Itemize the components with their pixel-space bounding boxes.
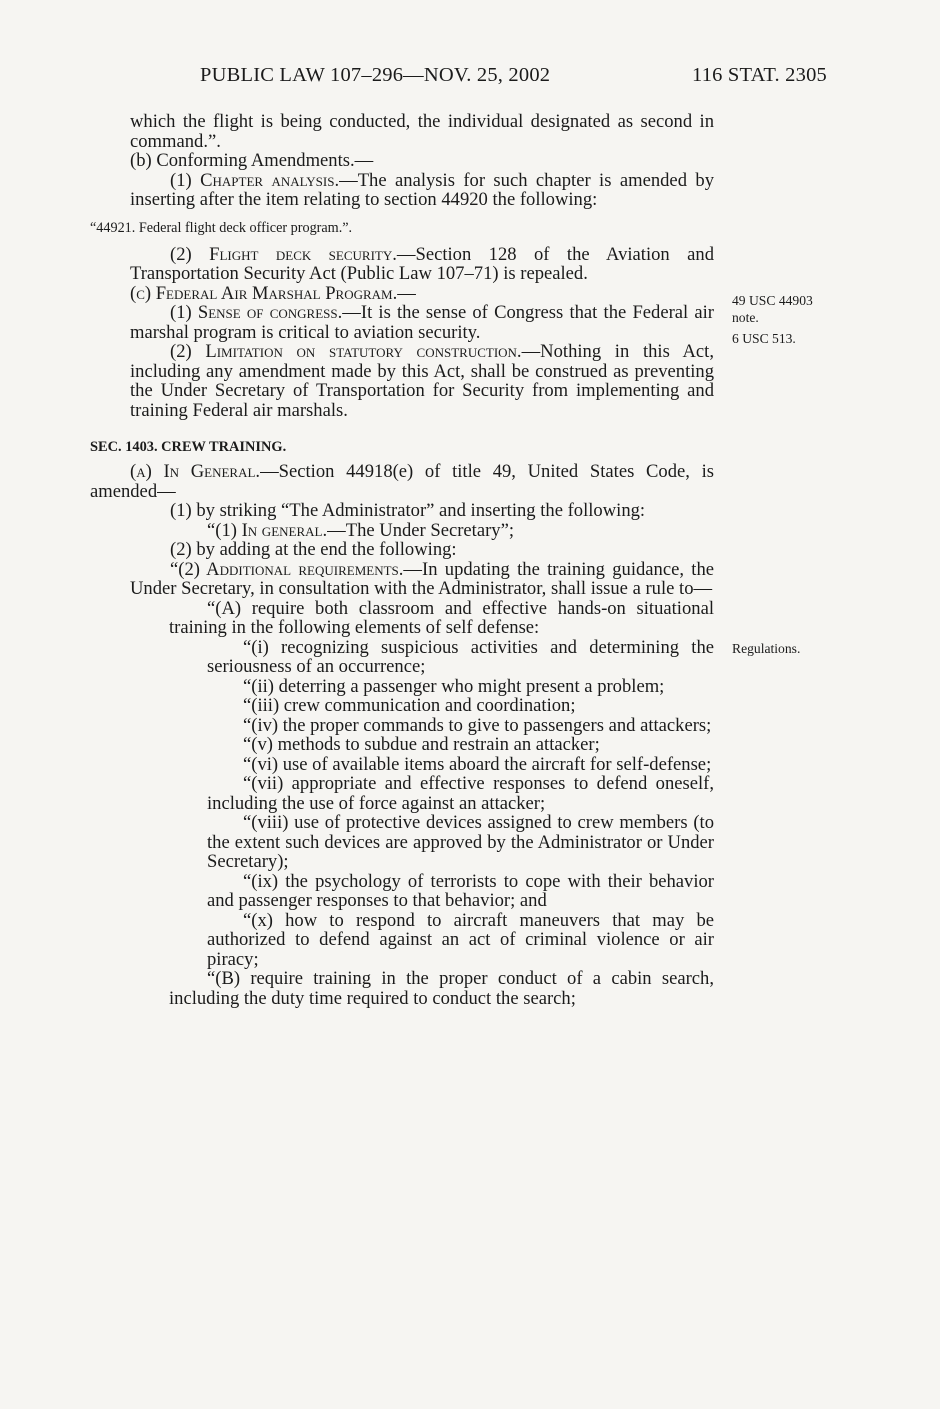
paragraph-sense-of-congress xyxy=(90,303,714,342)
paragraph-lead: (a) In General. xyxy=(130,461,261,482)
margin-note-usc-513: 6 USC 513. xyxy=(732,331,796,346)
paragraph-chapter-analysis xyxy=(90,171,714,210)
paragraph-flight-deck-security xyxy=(90,245,714,284)
list-item-viii: “(viii) use of protective devices assigned to crew members (to the extent such devices are approved by the Administrator or Under Secretary); xyxy=(207,812,714,872)
list-item-ii: “(ii) deterring a passenger who might present a problem; xyxy=(243,675,665,697)
margin-note-regulations: Regulations. xyxy=(732,641,801,656)
subsection-b-heading: (b) Conforming Amendments.— xyxy=(130,150,374,171)
paragraph-striking: (1) by striking “The Administrator” and inserting the following: xyxy=(170,500,646,521)
list-item-iv: “(iv) the proper commands to give to passengers and attackers; xyxy=(243,714,712,736)
paragraph-additional-requirements xyxy=(90,560,714,599)
paragraph-lead: (2) Flight deck security. xyxy=(170,243,397,265)
paragraph-continuation: which the flight is being conducted, the individual designated as second in command.”. xyxy=(130,111,714,152)
paragraph-lead: (1) Chapter analysis. xyxy=(170,169,340,191)
list-item-x: “(x) how to respond to aircraft maneuvers that may be authorized to defend against an act of criminal violence or air piracy; xyxy=(207,909,714,970)
paragraph-lead: “(2) Additional requirements. xyxy=(170,558,404,580)
paragraph-text: —In updating the training guidance, the Under Secretary, in consultation with the Administrator, shall issue a rule to— xyxy=(130,558,714,599)
margin-note-usc-44903: 49 USC 44903 xyxy=(732,293,813,308)
paragraph-limitation xyxy=(90,342,714,420)
paragraph-quoted-in-general xyxy=(90,521,714,541)
list-item-vii: “(vii) appropriate and effective responses to defend oneself, including the use of force against an attacker; xyxy=(207,773,714,814)
margin-note-note: note. xyxy=(732,310,759,325)
list-item-i: “(i) recognizing suspicious activities and determining the seriousness of an occurrence; xyxy=(207,636,714,677)
list-item-ix: “(ix) the psychology of terrorists to cope with their behavior and passenger responses to that behavior; and xyxy=(207,870,714,911)
document-body xyxy=(90,112,714,1008)
page-header-stat: 116 STAT. 2305 xyxy=(692,64,827,86)
list-item-iii: “(iii) crew communication and coordination; xyxy=(243,695,576,716)
table-of-contents-item: “44921. Federal flight deck officer program.”. xyxy=(90,219,353,236)
paragraph-lead: (2) Limitation on statutory construction. xyxy=(170,341,522,362)
list-item-vi: “(vi) use of available items aboard the aircraft for self-defense; xyxy=(243,753,712,775)
page-header-title: PUBLIC LAW 107–296—NOV. 25, 2002 xyxy=(200,64,551,86)
paragraph-adding: (2) by adding at the end the following: xyxy=(170,539,457,560)
paragraph-clause-b: “(B) require training in the proper conduct of a cabin search, including the duty time required to conduct the search; xyxy=(169,968,714,1009)
subsection-c-heading: (c) Federal Air Marshal Program.— xyxy=(130,282,416,304)
paragraph-text: —The analysis for such chapter is amended by inserting after the item relating to section 44920 the following: xyxy=(130,169,714,210)
section-heading: SEC. 1403. CREW TRAINING. xyxy=(90,439,287,455)
paragraph-lead: “(1) In general. xyxy=(207,519,328,541)
paragraph-in-general xyxy=(90,462,714,501)
paragraph-text: —Section 44918(e) of title 49, United States Code, is amended— xyxy=(90,461,714,502)
paragraph-text: —The Under Secretary”; xyxy=(327,519,515,541)
paragraph-lead: (1) Sense of congress. xyxy=(170,302,343,323)
paragraph-text: —Nothing in this Act, including any amendment made by this Act, shall be construed as preventing the Under Secretary of Transportation for Security from implementing and training Federal air marshals. xyxy=(130,341,714,421)
paragraph-text: —Section 128 of the Aviation and Transportation Security Act (Public Law 107–71) is repealed. xyxy=(130,243,714,284)
paragraph-clause-a: “(A) require both classroom and effective hands-on situational training in the following elements of self defense: xyxy=(169,597,714,638)
paragraph-text: —It is the sense of Congress that the Federal air marshal program is critical to aviation security. xyxy=(130,302,714,343)
list-item-v: “(v) methods to subdue and restrain an attacker; xyxy=(243,734,600,755)
